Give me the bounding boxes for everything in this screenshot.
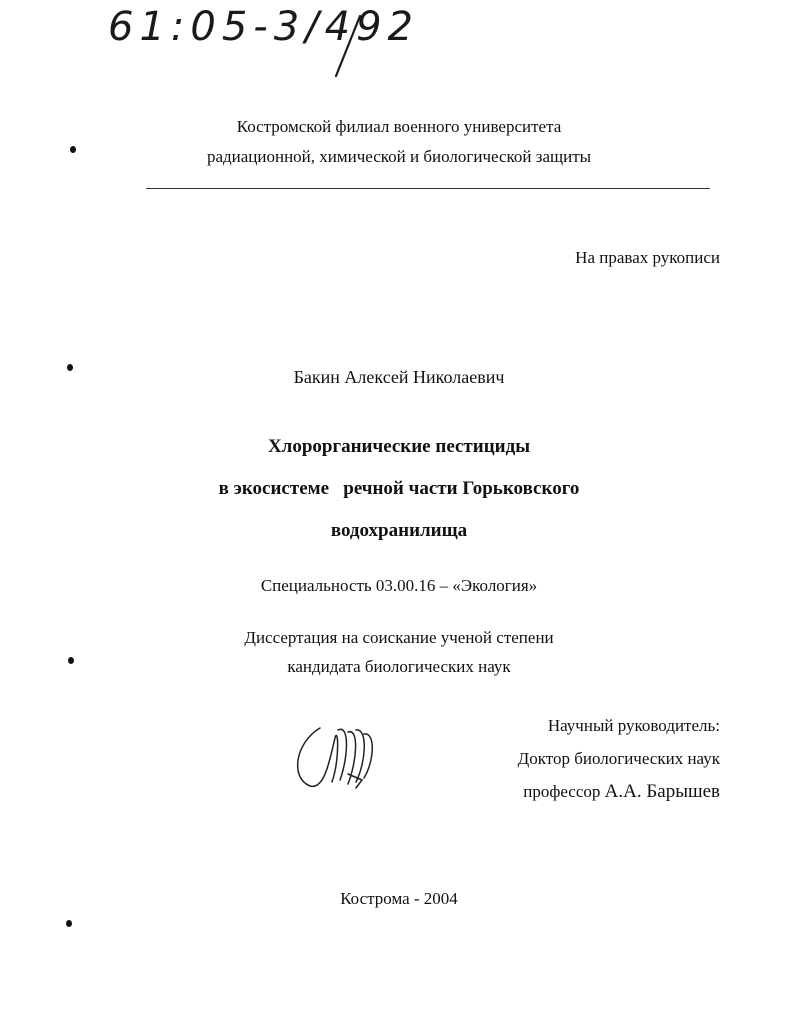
- binder-dot: [66, 920, 72, 927]
- advisor-title: профессор: [523, 782, 605, 801]
- advisor-name-line: [518, 775, 720, 808]
- degree-line-2: кандидата биологических наук: [287, 657, 511, 676]
- header-divider: [146, 188, 710, 189]
- rights-note: На правах рукописи: [575, 248, 720, 267]
- institution-line-1: Костромской филиал военного университета: [236, 117, 562, 136]
- dissertation-title: [0, 426, 798, 552]
- title-line-3: водохранилища: [330, 520, 468, 541]
- title-line-2: в экосистеме речной части Горьковского: [218, 478, 580, 499]
- institution-line-2: радиационной, химической и биологической защиты: [206, 147, 592, 166]
- dissertation-degree: [0, 623, 798, 681]
- institution-header: [0, 112, 798, 172]
- signature: [290, 718, 390, 798]
- specialty: Специальность 03.00.16 – «Экология»: [260, 576, 538, 595]
- degree-line-1: Диссертация на соискание ученой степени: [244, 628, 554, 647]
- advisor-label: Научный руководитель:: [547, 716, 720, 735]
- city-year: Кострома - 2004: [340, 889, 458, 908]
- archive-stamp-number: 61:05-3/492: [108, 4, 419, 50]
- scientific-advisor: [518, 709, 720, 808]
- advisor-name: А.А. Барышев: [604, 781, 720, 802]
- title-line-1: Хлорорганические пестициды: [267, 436, 531, 457]
- archive-stamp: [108, 4, 419, 50]
- author-name: Бакин Алексей Николаевич: [293, 367, 505, 387]
- advisor-degree: Доктор биологических наук: [517, 749, 720, 768]
- stamp-slash-stroke: [326, 10, 366, 80]
